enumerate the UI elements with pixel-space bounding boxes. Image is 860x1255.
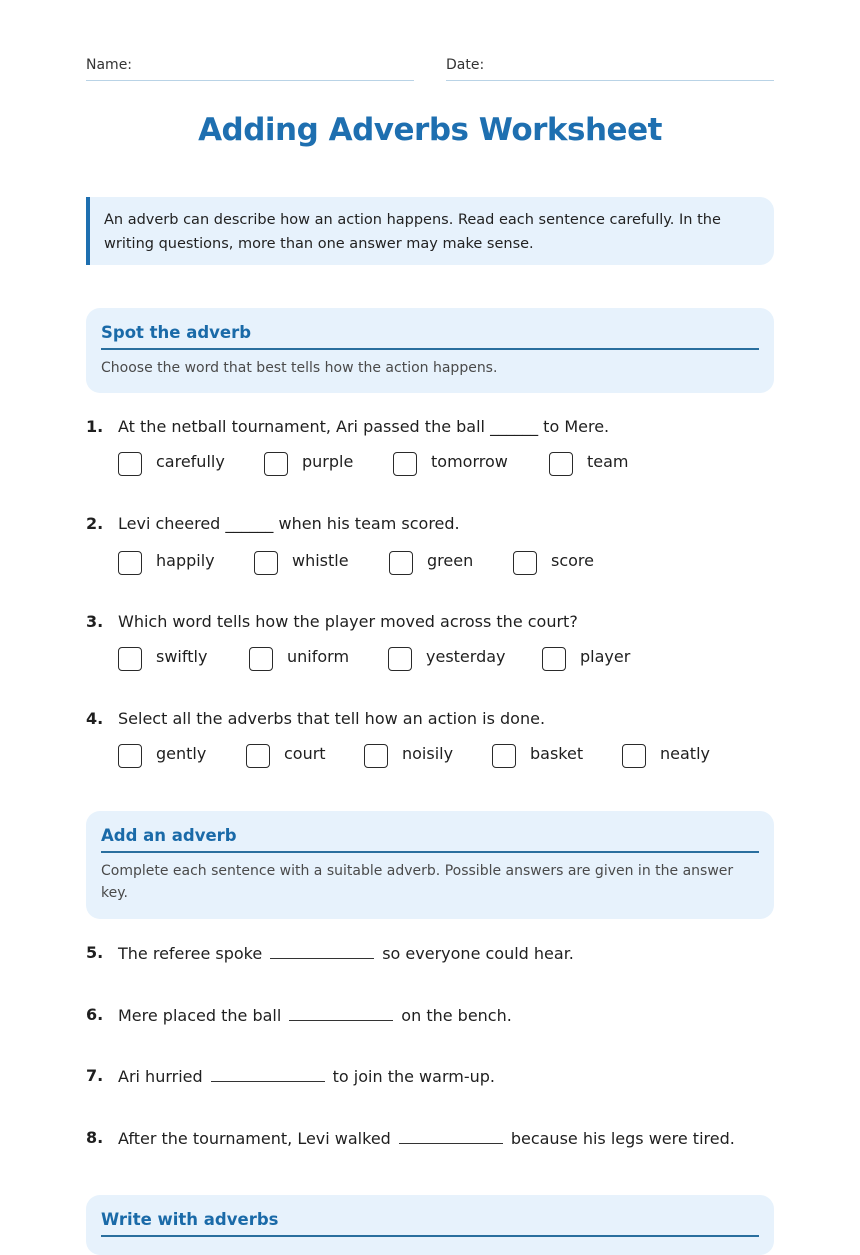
option-label: whistle [292,551,349,570]
question-number: 5. [86,943,104,962]
section-heading: Add an adverb [101,825,759,853]
question-text: Levi cheered ______ when his team scored. [118,514,460,533]
section-instruction: Complete each sentence with a suitable adverb. Possible answers are given in the answer key. [101,863,734,901]
section-instruction: Choose the word that best tells how the action happens. [101,360,498,376]
sentence-after: to join the warm-up. [332,1067,495,1086]
section-spot-the-adverb [86,308,774,393]
checkbox[interactable] [254,551,278,575]
intro-callout: An adverb can describe how an action happens. Read each sentence carefully. In the writing questions, more than one answer may make sense. [86,197,774,265]
question-number: 1. [86,417,104,436]
section-heading: Spot the adverb [101,322,759,350]
option-label: team [587,452,629,471]
fill-sentence [118,942,574,965]
option-label: neatly [660,744,710,763]
sentence-before: Mere placed the ball [118,1006,282,1025]
worksheet-title: Adding Adverbs Worksheet [198,112,662,148]
question-number: 8. [86,1128,104,1147]
name-field[interactable] [86,54,414,81]
option-label: noisily [402,744,454,763]
question-text: Select all the adverbs that tell how an action is done. [118,709,546,728]
question-number: 3. [86,612,104,631]
option-label: carefully [156,452,225,471]
option-label: tomorrow [431,452,508,471]
sentence-before: Ari hurried [118,1067,203,1086]
checkbox[interactable] [388,647,412,671]
options-row [118,743,774,773]
date-field[interactable] [446,54,774,81]
option-label: swiftly [156,647,208,666]
option-label: basket [530,744,584,763]
checkbox[interactable] [513,551,537,575]
sentence-after: on the bench. [401,1006,512,1025]
option-label: score [551,551,594,570]
checkbox[interactable] [622,744,646,768]
name-date-row [86,54,774,80]
checkbox[interactable] [118,647,142,671]
answer-blank[interactable] [289,1004,393,1021]
checkbox[interactable] [389,551,413,575]
checkbox[interactable] [249,647,273,671]
option-label: uniform [287,647,350,666]
fill-sentence [118,1127,735,1150]
date-label: Date: [446,57,485,73]
section-heading: Write with adverbs [101,1209,759,1237]
option-label: court [284,744,326,763]
fill-sentence [118,1004,512,1027]
option-label: green [427,551,474,570]
checkbox[interactable] [246,744,270,768]
option-label: player [580,647,631,666]
option-label: gently [156,744,207,763]
fill-sentence [118,1065,495,1088]
question-text: At the netball tournament, Ari passed the ball ______ to Mere. [118,417,610,436]
checkbox[interactable] [492,744,516,768]
options-row [118,646,774,676]
checkbox[interactable] [542,647,566,671]
question-number: 6. [86,1005,104,1024]
checkbox[interactable] [118,551,142,575]
option-label: purple [302,452,354,471]
checkbox[interactable] [393,452,417,476]
checkbox[interactable] [118,744,142,768]
option-label: happily [156,551,215,570]
options-row [118,451,774,481]
answer-blank[interactable] [399,1127,503,1144]
sentence-before: After the tournament, Levi walked [118,1129,391,1148]
answer-blank[interactable] [211,1065,325,1082]
checkbox[interactable] [549,452,573,476]
sentence-after: because his legs were tired. [510,1129,735,1148]
checkbox[interactable] [118,452,142,476]
checkbox[interactable] [364,744,388,768]
sentence-after: so everyone could hear. [382,944,574,963]
question-text: Which word tells how the player moved across the court? [118,612,578,631]
checkbox[interactable] [264,452,288,476]
section-add-an-adverb [86,811,774,919]
question-number: 7. [86,1066,104,1085]
section-write-with-adverbs [86,1195,774,1255]
options-row [118,550,774,580]
question-number: 4. [86,709,104,728]
sentence-before: The referee spoke [118,944,263,963]
option-label: yesterday [426,647,506,666]
answer-blank[interactable] [270,942,374,959]
question-number: 2. [86,514,104,533]
name-label: Name: [86,57,133,73]
